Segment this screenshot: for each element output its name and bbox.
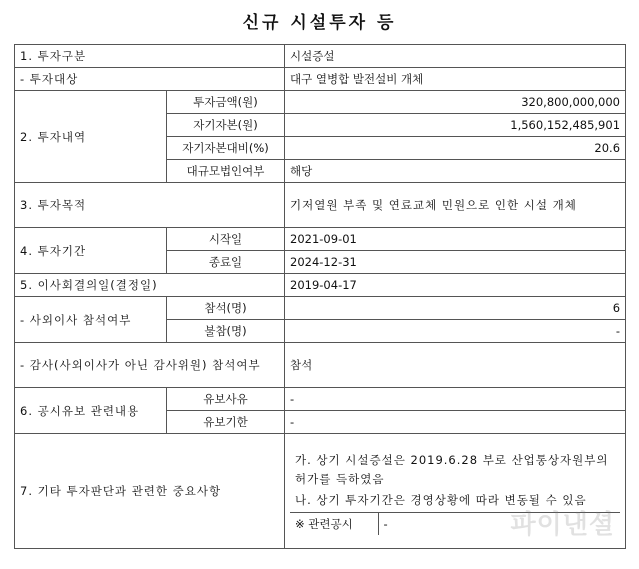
page-title: 신규 시설투자 등 [242,13,397,33]
row-other-matters [15,434,626,549]
label-auditor-attendance: - 감사(사외이사가 아닌 감사위원) 참석여부 [15,343,285,388]
label-related-disclosure: ※ 관련공시 [290,513,378,536]
value-investment-type: 시설증설 [285,45,626,68]
label-outside-directors: - 사외이사 참석여부 [15,297,167,343]
note-line-2: 나. 상기 투자기간은 경영상황에 따라 변동될 수 있음 [295,493,587,507]
note-line-1: 가. 상기 시설증설은 2019.6.28 부로 산업통상자원부의 허가를 득하였음 [295,453,609,486]
value-start-date: 2021-09-01 [285,228,626,251]
row-investment-purpose [15,183,626,228]
value-investment-purpose: 기저열원 부족 및 연료교체 민원으로 인한 시설 개체 [285,183,626,228]
value-auditor-attendance: 참석 [285,343,626,388]
disclosure-table [14,44,626,549]
value-absent: - [285,320,626,343]
label-absent: 불참(명) [167,320,285,343]
row-investment-target [15,68,626,91]
label-start-date: 시작일 [167,228,285,251]
label-investment-target: - 투자대상 [15,68,285,91]
label-other-matters: 7. 기타 투자판단과 관련한 중요사항 [15,434,285,549]
value-equity-ratio: 20.6 [285,137,626,160]
label-investment-purpose: 3. 투자목적 [15,183,285,228]
row-investment-type [15,45,626,68]
value-equity: 1,560,152,485,901 [285,114,626,137]
label-board-date: 5. 이사회결의일(결정일) [15,274,285,297]
value-investment-amount: 320,800,000,000 [285,91,626,114]
row-auditor-attendance [15,343,626,388]
row-disclosure-deferral [15,388,626,411]
row-investment-detail [15,91,626,114]
label-investment-detail: 2. 투자내역 [15,91,167,183]
value-large-corp: 해당 [285,160,626,183]
value-deferral-deadline: - [285,411,626,434]
label-end-date: 종료일 [167,251,285,274]
label-equity-ratio: 자기자본대비(%) [167,137,285,160]
label-investment-type: 1. 투자구분 [15,45,285,68]
label-investment-period: 4. 투자기간 [15,228,167,274]
value-board-date: 2019-04-17 [285,274,626,297]
value-related-disclosure: - [378,513,620,536]
row-board-date [15,274,626,297]
row-outside-directors [15,297,626,320]
label-equity: 자기자본(원) [167,114,285,137]
label-deferral-reason: 유보사유 [167,388,285,411]
value-investment-target: 대구 열병합 발전설비 개체 [285,68,626,91]
watermark-logo: 파이낸셜 [510,510,615,540]
value-deferral-reason: - [285,388,626,411]
value-end-date: 2024-12-31 [285,251,626,274]
label-investment-amount: 투자금액(원) [167,91,285,114]
related-disclosure [290,512,620,535]
value-attended: 6 [285,297,626,320]
row-investment-period [15,228,626,251]
value-other-matters [285,434,626,549]
label-attended: 참석(명) [167,297,285,320]
label-deferral-deadline: 유보기한 [167,411,285,434]
label-disclosure-deferral: 6. 공시유보 관련내용 [15,388,167,434]
label-large-corp: 대규모법인여부 [167,160,285,183]
